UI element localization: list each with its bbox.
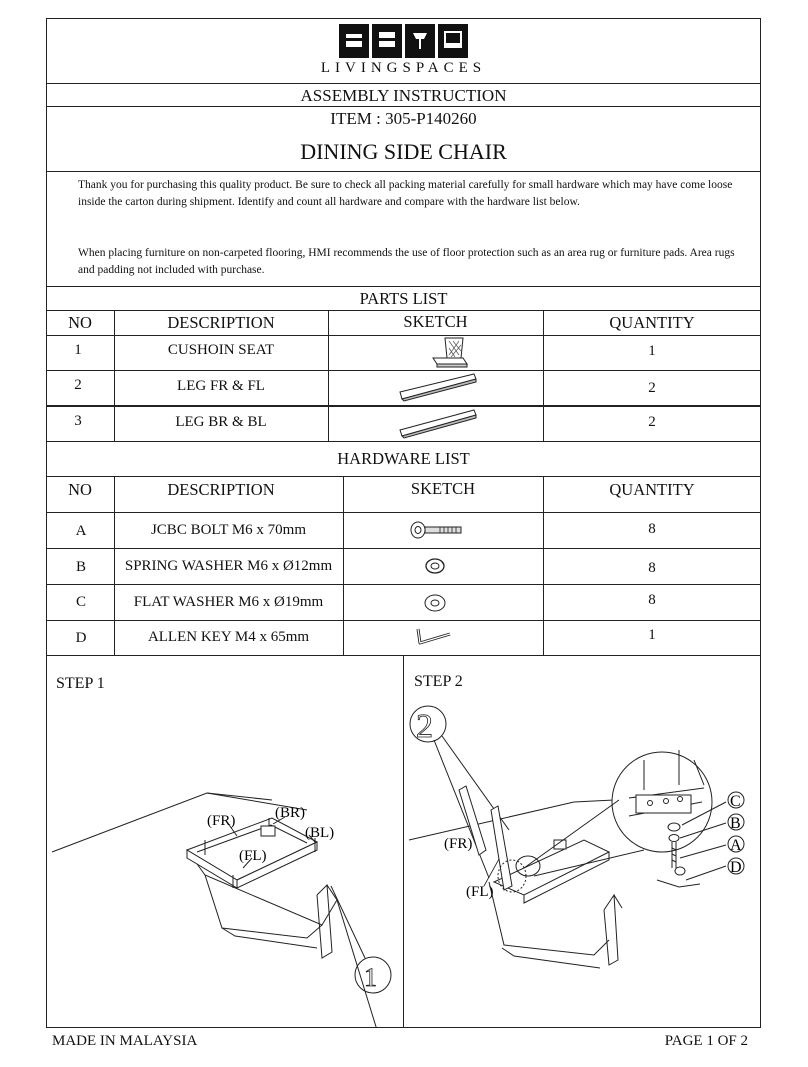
step-1-illustration bbox=[47, 690, 403, 1028]
flat-washer-sketch bbox=[422, 592, 448, 614]
dresser-icon bbox=[372, 24, 402, 58]
hardware-row-no: C bbox=[75, 594, 86, 610]
step-2-label: STEP 2 bbox=[414, 673, 463, 690]
parts-row-description: LEG FR & FL bbox=[177, 378, 265, 394]
lamp-icon bbox=[405, 24, 435, 58]
parts-row-description: CUSHOIN SEAT bbox=[167, 342, 275, 358]
parts-row-quantity: 2 bbox=[648, 414, 656, 430]
step-2-illustration bbox=[404, 690, 760, 1028]
callout-fl: (FL) bbox=[466, 884, 494, 900]
divider bbox=[46, 512, 761, 513]
bolt-sketch bbox=[408, 518, 466, 542]
divider bbox=[46, 441, 761, 442]
intro-paragraph-2: When placing furniture on non-carpeted flooring, HMI recommends the use of floor protection such as an area rug or furniture pads. Area rugs and padding not included with purchase. bbox=[78, 247, 735, 276]
item-number: ITEM : 305-P140260 bbox=[330, 109, 477, 128]
step-2-number: 2 bbox=[416, 708, 433, 745]
footer-page-number: PAGE 1 OF 2 bbox=[664, 1033, 748, 1049]
divider bbox=[46, 335, 761, 336]
hardware-row-description: FLAT WASHER M6 x Ø19mm bbox=[133, 594, 324, 610]
product-title: DINING SIDE CHAIR bbox=[300, 139, 507, 164]
hardware-header-description: DESCRIPTION bbox=[167, 480, 275, 499]
divider bbox=[46, 620, 761, 621]
document-heading: ASSEMBLY INSTRUCTION bbox=[300, 86, 507, 105]
divider bbox=[46, 548, 761, 549]
hardware-row-quantity: 8 bbox=[648, 521, 656, 537]
divider bbox=[46, 310, 761, 311]
hardware-header-no: NO bbox=[68, 480, 92, 499]
callout-fl: (FL) bbox=[239, 848, 267, 864]
callout-bl: (BL) bbox=[305, 825, 335, 841]
leg-sketch bbox=[396, 370, 480, 404]
spring-washer-sketch bbox=[422, 556, 448, 576]
divider bbox=[46, 584, 761, 585]
parts-row-description: LEG BR & BL bbox=[175, 414, 267, 430]
callout-fr: (FR) bbox=[444, 836, 473, 852]
brand-logo bbox=[339, 24, 469, 60]
callout-d: D bbox=[730, 859, 742, 876]
hardware-row-quantity: 1 bbox=[648, 627, 656, 643]
divider bbox=[46, 106, 761, 107]
parts-row-quantity: 1 bbox=[648, 343, 656, 359]
callout-br: (BR) bbox=[275, 805, 305, 821]
callout-b: B bbox=[730, 815, 741, 832]
hardware-row-description: ALLEN KEY M4 x 65mm bbox=[147, 629, 310, 645]
hardware-row-description: SPRING WASHER M6 x Ø12mm bbox=[124, 558, 333, 574]
hardware-row-no: A bbox=[75, 523, 87, 539]
brand-name: LIVINGSPACES bbox=[320, 60, 487, 76]
parts-row-no: 2 bbox=[74, 377, 82, 393]
divider bbox=[46, 286, 761, 287]
parts-header-no: NO bbox=[68, 313, 92, 332]
hardware-header-sketch: SKETCH bbox=[410, 479, 476, 498]
seat-sketch bbox=[425, 336, 475, 370]
intro-paragraph-1: Thank you for purchasing this quality product. Be sure to check all packing material carefully for small hardware which may have come loose inside the carton during shipment. Identify and count all hardware and compare with the hardware list below. bbox=[78, 179, 733, 208]
allen-key-sketch bbox=[414, 626, 454, 648]
footer-origin: MADE IN MALAYSIA bbox=[52, 1033, 198, 1049]
hardware-row-no: D bbox=[75, 630, 87, 646]
hardware-row-description: JCBC BOLT M6 x 70mm bbox=[150, 522, 307, 538]
parts-header-description: DESCRIPTION bbox=[167, 313, 275, 332]
callout-c: C bbox=[730, 793, 741, 810]
parts-list-title: PARTS LIST bbox=[359, 289, 448, 308]
divider bbox=[46, 83, 761, 84]
parts-row-no: 3 bbox=[74, 413, 82, 429]
parts-header-sketch: SKETCH bbox=[403, 312, 468, 331]
bed-icon bbox=[339, 24, 369, 58]
step-1-label: STEP 1 bbox=[56, 675, 105, 692]
callout-fr: (FR) bbox=[207, 813, 236, 829]
column-divider bbox=[343, 476, 344, 655]
parts-header-quantity: QUANTITY bbox=[609, 313, 695, 332]
hardware-list-title: HARDWARE LIST bbox=[337, 449, 470, 468]
parts-row-quantity: 2 bbox=[648, 380, 656, 396]
divider bbox=[46, 171, 761, 172]
parts-row-no: 1 bbox=[74, 342, 82, 358]
hardware-row-quantity: 8 bbox=[648, 560, 656, 576]
callout-a: A bbox=[730, 837, 742, 854]
hardware-row-quantity: 8 bbox=[648, 592, 656, 608]
hardware-header-quantity: QUANTITY bbox=[609, 480, 695, 499]
step-1-number: 1 bbox=[364, 963, 377, 992]
leg-sketch bbox=[396, 406, 480, 440]
hardware-row-no: B bbox=[75, 559, 86, 575]
divider bbox=[46, 476, 761, 477]
sofa-icon bbox=[438, 24, 468, 58]
